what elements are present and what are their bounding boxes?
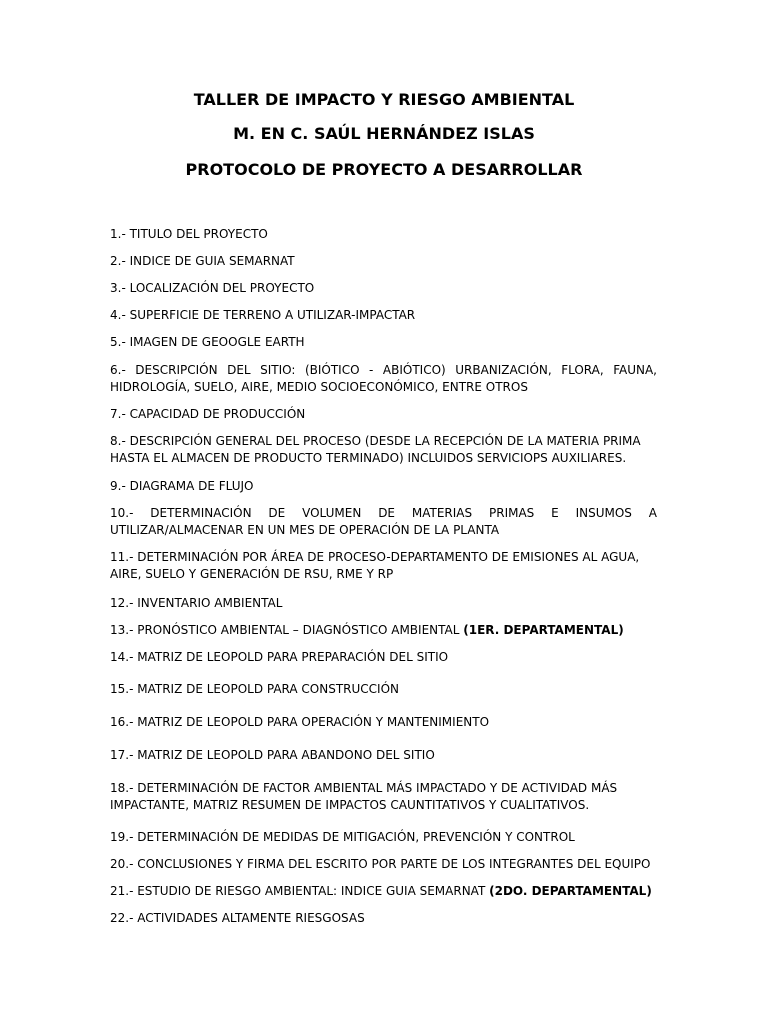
list-item: 17.- MATRIZ DE LEOPOLD PARA ABANDONO DEL SITIO	[110, 748, 435, 762]
list-item: 7.- CAPACIDAD DE PRODUCCIÓN	[110, 407, 306, 421]
list-item: 15.- MATRIZ DE LEOPOLD PARA CONSTRUCCIÓN	[110, 682, 400, 696]
list-item: 3.- LOCALIZACIÓN DEL PROYECTO	[110, 281, 315, 295]
protocol-title: PROTOCOLO DE PROYECTO A DESARROLLAR	[185, 160, 583, 179]
list-item: 19.- DETERMINACIÓN DE MEDIDAS DE MITIGACIÓN, PREVENCIÓN Y CONTROL	[110, 830, 575, 844]
list-item: 6.- DESCRIPCIÓN DEL SITIO: (BIÓTICO - ABIÓTICO) URBANIZACIÓN, FLORA, FAUNA, HIDROLOGÍA, SUELO, AIRE, MEDIO SOCIOECONÓMICO, ENTRE OTROS	[110, 363, 657, 394]
list-item: 11.- DETERMINACIÓN POR ÁREA DE PROCESO-DEPARTAMENTO DE EMISIONES AL AGUA, AIRE, SUELO Y GENERACIÓN DE RSU, RME Y RP	[110, 550, 640, 581]
list-item: 8.- DESCRIPCIÓN GENERAL DEL PROCESO (DESDE LA RECEPCIÓN DE LA MATERIA PRIMA HASTA EL ALMACEN DE PRODUCTO TERMINADO) INCLUIDOS SERVICIOPS AUXILIARES.	[110, 434, 641, 465]
list-item: 20.- CONCLUSIONES Y FIRMA DEL ESCRITO POR PARTE DE LOS INTEGRANTES DEL EQUIPO	[110, 857, 651, 871]
list-item: 13.- PRONÓSTICO AMBIENTAL – DIAGNÓSTICO AMBIENTAL (1ER. DEPARTAMENTAL)	[110, 623, 624, 637]
instructor-name: M. EN C. SAÚL HERNÁNDEZ ISLAS	[233, 124, 535, 143]
list-item: 9.- DIAGRAMA DE FLUJO	[110, 479, 254, 493]
list-item: 5.- IMAGEN DE GEOOGLE EARTH	[110, 335, 305, 349]
list-item: 12.- INVENTARIO AMBIENTAL	[110, 596, 283, 610]
course-title: TALLER DE IMPACTO Y RIESGO AMBIENTAL	[193, 90, 575, 109]
list-item: 16.- MATRIZ DE LEOPOLD PARA OPERACIÓN Y MANTENIMIENTO	[110, 715, 490, 729]
list-item: 21.- ESTUDIO DE RIESGO AMBIENTAL: INDICE GUIA SEMARNAT (2DO. DEPARTAMENTAL)	[110, 884, 652, 898]
list-item: 18.- DETERMINACIÓN DE FACTOR AMBIENTAL MÁS IMPACTADO Y DE ACTIVIDAD MÁS IMPACTANTE, MATRIZ RESUMEN DE IMPACTOS CAUNTITATIVOS Y CUALITATIVOS.	[110, 781, 618, 812]
list-item: 1.- TITULO DEL PROYECTO	[110, 227, 268, 241]
list-item: 14.- MATRIZ DE LEOPOLD PARA PREPARACIÓN DEL SITIO	[110, 650, 449, 664]
list-item: 22.- ACTIVIDADES ALTAMENTE RIESGOSAS	[110, 911, 365, 925]
list-item: 10.- DETERMINACIÓN DE VOLUMEN DE MATERIAS PRIMAS E INSUMOS A UTILIZAR/ALMACENAR EN UN MES DE OPERACIÓN DE LA PLANTA	[110, 506, 657, 537]
list-item: 2.- INDICE DE GUIA SEMARNAT	[110, 254, 295, 268]
list-item: 4.- SUPERFICIE DE TERRENO A UTILIZAR-IMPACTAR	[110, 308, 416, 322]
